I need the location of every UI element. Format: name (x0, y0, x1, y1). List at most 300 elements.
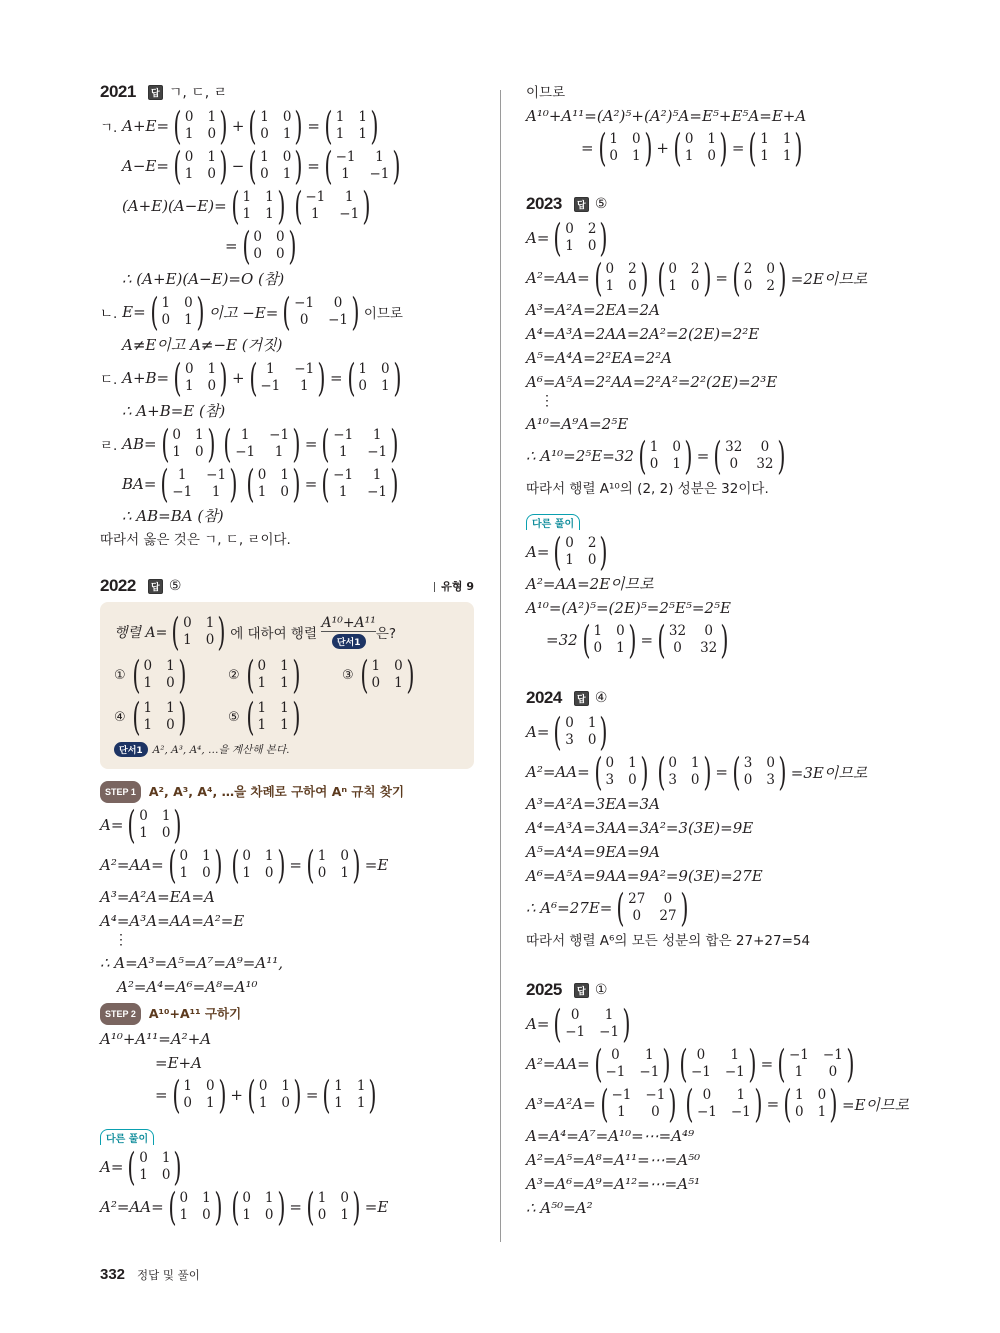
matrix-entry: 0 (743, 772, 753, 788)
left-paren: ( (282, 290, 291, 334)
matrix-entry: 0 (179, 848, 189, 864)
matrix-entries (143, 658, 174, 692)
matrix-entries (333, 427, 387, 461)
matrix-entry: 0 (587, 732, 597, 748)
equation-line (100, 186, 474, 226)
equation-text: ∴ A=A³=A⁵=A⁷=A⁹=A¹¹, (100, 954, 283, 972)
matrix (124, 1145, 185, 1189)
matrix-entry: 1 (609, 131, 618, 147)
matrix-entries (172, 427, 203, 461)
right-paren: ) (392, 356, 402, 400)
matrix-entries (725, 439, 773, 473)
matrix-entry: 1 (257, 717, 267, 733)
matrix-entries (565, 715, 596, 749)
matrix-entries (789, 1047, 843, 1081)
matrix-entry: 0 (242, 1190, 251, 1206)
equation-text: A= (100, 816, 124, 834)
right-paren: ) (317, 356, 326, 400)
matrix-entry: 3 (605, 772, 615, 788)
equation-text: A³=A²A=2EA=2A (526, 301, 660, 319)
choice-4[interactable] (114, 695, 228, 739)
equation-text: 이므로 (363, 306, 403, 322)
equation-text: A⁶=A⁵A=2²AA=2²A²=2²(2E)=2³E (526, 373, 778, 391)
matrix-entry: 1 (645, 1047, 654, 1063)
left-paren: ( (593, 256, 603, 300)
matrix-entry: 0 (616, 623, 625, 639)
right-paren: ) (640, 750, 649, 794)
equation-line (100, 805, 474, 845)
matrix-entry: 0 (184, 361, 194, 377)
matrix-entries (179, 1190, 210, 1224)
matrix-entries (185, 149, 216, 183)
matrix-entries (668, 755, 699, 789)
matrix-entries (336, 149, 390, 183)
matrix-entry: 0 (179, 1190, 189, 1206)
matrix-entry: 1 (690, 755, 700, 771)
matrix-entry: 0 (628, 278, 637, 294)
left-paren: ( (321, 462, 330, 506)
equation-text: A⁴=A³A=AA=A²=E (100, 912, 245, 930)
left-paren: ( (241, 224, 251, 268)
matrix-entry: 1 (258, 1095, 268, 1111)
matrix-entry: 1 (605, 278, 615, 294)
matrix-entry: 0 (257, 658, 267, 674)
equation-text: A+E= (122, 117, 170, 135)
left-paren: ( (732, 256, 741, 300)
equation-text: A⁶=A⁵A=9AA=9A²=9(3E)=27E (526, 867, 763, 885)
choice-number: ① (114, 667, 126, 683)
matrix (319, 1073, 380, 1117)
matrix-entry: 3 (565, 732, 574, 748)
matrix-entry: 0 (672, 439, 681, 455)
equation-line: A²=AA= ( 0 1 −1 −1 ) ( 0 1 −1 −1 ) = ( −1 −1 1 0 ) (526, 1044, 906, 1084)
matrix-entry: 0 (276, 229, 285, 245)
equation-text: A²=A⁴=A⁶=A⁸=A¹⁰ (117, 978, 258, 996)
left-paren: ( (679, 1042, 688, 1086)
left-paren: ( (131, 653, 141, 697)
problem-box (100, 602, 474, 769)
equation-text: =E (364, 1198, 389, 1216)
matrix (129, 695, 190, 739)
matrix-entry: 1 (593, 623, 603, 639)
matrix-entry: 1 (381, 378, 390, 394)
matrix (579, 618, 640, 662)
matrix-entry: 1 (358, 361, 368, 377)
equation-text: =3E이므로 (790, 763, 868, 782)
equation-text: ∴ A⁵⁰=A² (526, 1199, 593, 1217)
right-paren: ) (776, 434, 786, 478)
matrix (357, 653, 418, 697)
matrix-entry: 0 (743, 278, 753, 294)
matrix-entry: 1 (375, 149, 384, 165)
equation-line (526, 218, 906, 258)
matrix-entry: 1 (565, 552, 574, 568)
matrix-entries (565, 221, 596, 255)
equation-line: BA= ( 1 −1 −1 1 ) ( 0 1 1 0 ) = ( −1 1 1 −1 ) (100, 464, 474, 504)
right-paren: ) (829, 1082, 838, 1126)
right-paren: ) (390, 422, 399, 466)
matrix-entry: 1 (242, 189, 252, 205)
matrix-entry: 27 (628, 891, 646, 907)
matrix-entry: 1 (266, 361, 275, 377)
matrix-entries (565, 1007, 619, 1041)
matrix-entry: 0 (139, 1150, 148, 1166)
matrix (318, 422, 401, 466)
matrix-entry: 0 (281, 1095, 291, 1111)
question-expr: A¹⁰+A¹¹ (321, 615, 376, 631)
left-paren: ( (748, 126, 757, 170)
problem-2024-header (526, 688, 906, 708)
matrix-entry: 1 (183, 1078, 192, 1094)
equation-text: A³=A²A=3EA=3A (526, 795, 660, 813)
problem-number: 2024 (526, 688, 562, 707)
choice-2[interactable] (228, 653, 342, 697)
matrix-entry: 0 (280, 484, 289, 500)
matrix (303, 843, 364, 887)
choice-1[interactable] (114, 653, 228, 697)
equation-line (526, 1004, 906, 1044)
matrix-entry: 2 (628, 261, 637, 277)
matrix-entry: 0 (570, 1007, 580, 1023)
equation-line: A²=AA= ( 0 1 3 0 ) ( 0 1 3 0 ) = ( 3 0 0 3 ) =3E이므로 (526, 750, 868, 794)
equation-line (526, 412, 906, 436)
matrix-entry: 2 (743, 261, 753, 277)
left-paren: ( (246, 462, 255, 506)
equation-line: A²=AA= ( 0 2 1 0 ) ( 0 2 1 0 ) = ( 2 0 0 2 ) =2E이므로 (526, 256, 868, 300)
matrix (169, 1073, 230, 1117)
equation-text: =E+A (155, 1054, 202, 1072)
matrix-entry: 0 (828, 1064, 838, 1080)
matrix-entry: 1 (782, 148, 792, 164)
step-title: A², A³, A⁴, …을 차례로 구하여 Aⁿ 규칙 찾기 (148, 784, 405, 799)
matrix-entry: 1 (184, 126, 194, 142)
matrix-entries (139, 1150, 170, 1184)
right-paren: ) (599, 530, 608, 574)
equation-line: ㄷ. A+B= ( 0 1 1 0 ) + ( 1 −1 −1 1 ) = ( 1 0 0 1 ) (100, 358, 474, 398)
right-paren: ) (276, 1185, 286, 1229)
matrix-entry: 1 (242, 1207, 251, 1223)
alt-solution-label: 다른 풀이 (526, 514, 580, 530)
step1-header (100, 779, 474, 805)
equation-line (526, 1148, 906, 1172)
matrix-entry: 1 (341, 166, 350, 182)
matrix-entry: 0 (184, 295, 193, 311)
matrix-entry: 32 (756, 456, 774, 472)
equation-text: A³=A²A= (526, 1095, 596, 1113)
matrix-entry: 1 (334, 1078, 343, 1094)
matrix (170, 144, 231, 188)
answer-text: ⑤ (168, 578, 182, 594)
equation-text: ∴ A⁶=27E= (526, 899, 613, 917)
answer-text: ① (594, 982, 608, 998)
matrix-entry: 1 (257, 700, 267, 716)
matrix-entry: 1 (207, 361, 217, 377)
choice-5[interactable] (228, 695, 342, 739)
matrix-entries (669, 623, 717, 657)
problem-number: 2021 (100, 82, 136, 101)
matrix-entry: 0 (696, 1047, 706, 1063)
matrix-entries (257, 658, 288, 692)
right-paren: ) (287, 224, 297, 268)
matrix (595, 126, 656, 170)
matrix-entry: 1 (260, 149, 269, 165)
matrix-entries (609, 131, 640, 165)
equation-text: A¹⁰=(A²)⁵=(2E)⁵=2⁵E⁵=2⁵E (526, 599, 731, 617)
left-paren: ( (173, 104, 182, 148)
answer-badge-icon: 답 (148, 85, 163, 100)
equation-text: A²=AA= (100, 856, 164, 874)
left-paren: ( (171, 610, 180, 654)
matrix-entry: −1 (333, 427, 354, 443)
matrix-entry: 1 (161, 808, 171, 824)
matrix (654, 618, 732, 662)
matrix-entry: 0 (593, 640, 603, 656)
matrix-entry: 0 (760, 439, 770, 455)
right-paren: ) (294, 144, 303, 188)
matrix-entry: 1 (242, 865, 251, 881)
matrix (550, 530, 611, 574)
matrix-entries (650, 439, 681, 473)
equation-line (526, 816, 906, 840)
equation-line (526, 532, 906, 572)
matrix-entry: 1 (358, 109, 367, 125)
matrix-entry: 1 (242, 206, 252, 222)
matrix (147, 290, 208, 334)
type-tag: 유형 9 (434, 578, 474, 594)
matrix (157, 462, 240, 506)
matrix-entry: 0 (702, 1087, 712, 1103)
equation-text: A= (526, 229, 550, 247)
right-paren: ) (719, 126, 728, 170)
left-paren: ( (322, 1073, 331, 1117)
matrix-entry: 1 (280, 675, 289, 691)
matrix-entry: 1 (649, 439, 659, 455)
left-paren: ( (581, 618, 591, 662)
matrix-entries (697, 1087, 751, 1121)
question-text: 은? (375, 626, 397, 642)
right-paren: ) (219, 144, 228, 188)
matrix (613, 886, 691, 930)
matrix-entry: −1 (690, 1064, 711, 1080)
matrix-entry: 0 (704, 623, 713, 639)
question (114, 612, 460, 652)
matrix-entries (257, 700, 288, 734)
left-paren: ( (553, 216, 562, 260)
matrix-entry: 1 (684, 148, 694, 164)
matrix-entries (242, 1190, 273, 1224)
matrix-entry: 0 (260, 126, 269, 142)
matrix-entry: 0 (673, 640, 682, 656)
right-paren: ) (679, 886, 689, 930)
right-paren: ) (351, 290, 360, 334)
left-paren: ( (248, 356, 258, 400)
left-paren: ( (293, 184, 303, 228)
right-paren: ) (702, 256, 712, 300)
matrix-entry: 2 (587, 535, 597, 551)
right-paren: ) (662, 1042, 671, 1086)
right-paren: ) (219, 356, 228, 400)
left-paren: ( (321, 422, 330, 466)
matrix-entries (260, 149, 291, 183)
right-paren: ) (794, 126, 803, 170)
matrix-entry: −1 (339, 206, 360, 222)
matrix-entry: 1 (282, 166, 292, 182)
matrix-entries (243, 189, 274, 223)
matrix (321, 144, 404, 188)
right-paren: ) (173, 1145, 182, 1189)
matrix-entry: 0 (161, 825, 171, 841)
matrix-entry: 0 (565, 715, 574, 731)
matrix (228, 1185, 289, 1229)
right-paren: ) (846, 1042, 855, 1086)
right-column (526, 82, 910, 1220)
matrix-entry: 0 (394, 658, 403, 674)
matrix-entry: 1 (202, 1190, 211, 1206)
left-paren: ( (248, 104, 257, 148)
matrix-entry: 0 (184, 149, 194, 165)
right-paren: ) (392, 144, 401, 188)
matrix-entry: 1 (334, 1095, 343, 1111)
left-paren: ( (553, 1002, 562, 1046)
matrix-entry: 1 (280, 658, 289, 674)
matrix-entries (795, 1087, 826, 1121)
matrix-entries (612, 1087, 666, 1121)
matrix-entry: 1 (194, 427, 204, 443)
matrix-entries (333, 467, 387, 501)
left-paren: ( (127, 803, 136, 847)
matrix-entry: 1 (604, 1007, 614, 1023)
matrix-entry: 1 (161, 1150, 171, 1166)
matrix-entry: −1 (294, 361, 315, 377)
matrix (228, 184, 289, 228)
equation-line (100, 909, 474, 933)
matrix-entry: 1 (317, 848, 327, 864)
section-label: 정답 및 풀이 (137, 1268, 200, 1282)
right-paren: ) (778, 750, 787, 794)
matrix-entry: 1 (265, 189, 274, 205)
matrix-entries (668, 261, 699, 295)
matrix (591, 256, 652, 300)
matrix-entry: 0 (172, 427, 181, 443)
equation-line (526, 322, 906, 346)
equation-line (526, 572, 906, 596)
right-paren: ) (219, 104, 228, 148)
equation-text: ∴ AB=BA (참) (122, 507, 224, 525)
vertical-ellipsis: ⋮ (540, 393, 554, 409)
right-paren: ) (720, 618, 729, 662)
matrix-entry: 0 (609, 148, 618, 164)
matrix-entries (605, 1047, 659, 1081)
item-label: ㄷ. (100, 372, 118, 388)
matrix-entry: −1 (206, 467, 227, 483)
answer-text: ㄱ, ㄷ, ㄹ (168, 85, 228, 101)
matrix-entries (258, 467, 289, 501)
matrix (321, 104, 382, 148)
equation-line: = ( 1 0 0 1 ) + ( 0 1 1 0 ) = ( 1 1 1 1 ) (100, 1075, 474, 1115)
equation-text: A¹⁰=A⁹A=2⁵E (526, 415, 629, 433)
matrix-entry: 1 (617, 1104, 626, 1120)
left-paren: ( (777, 1042, 786, 1086)
left-paren: ( (248, 144, 257, 188)
matrix-entries (242, 848, 273, 882)
right-paren: ) (178, 653, 187, 697)
matrix (774, 1042, 857, 1086)
choice-3[interactable] (342, 653, 456, 697)
equation-line: ㄹ. AB= ( 0 1 1 0 ) ( 1 −1 −1 1 ) = ( −1 1 1 −1 ) (100, 424, 474, 464)
left-paren: ( (359, 653, 369, 697)
conclusion: 따라서 행렬 A⁶의 모든 성분의 합은 27+27=54 (526, 933, 811, 949)
step-badge: STEP 1 (100, 781, 141, 803)
dansuh-badge: 단서1 (114, 742, 148, 757)
matrix (591, 750, 652, 794)
right-paren: ) (643, 126, 653, 170)
right-paren: ) (352, 843, 361, 887)
matrix-entries (185, 361, 216, 395)
matrix (303, 1185, 364, 1229)
matrix-entries (185, 109, 216, 143)
left-paren: ( (597, 126, 607, 170)
matrix-entry: 1 (143, 717, 153, 733)
problem-2021-header (100, 82, 474, 102)
matrix-entry: −1 (333, 467, 354, 483)
matrix-entry: −1 (328, 312, 348, 328)
left-paren: ( (230, 1185, 239, 1229)
left-paren: ( (231, 184, 240, 228)
matrix (170, 356, 231, 400)
matrix-entry: 1 (565, 238, 574, 254)
right-paren: ) (178, 695, 187, 739)
left-paren: ( (149, 290, 159, 334)
right-paren: ) (214, 1185, 223, 1229)
matrix-entry: 32 (668, 623, 687, 639)
equation-line (526, 792, 906, 816)
matrix-entry: 0 (194, 444, 204, 460)
left-paren: ( (247, 1073, 256, 1117)
left-paren: ( (783, 1082, 792, 1126)
matrix (245, 104, 306, 148)
right-paren: ) (214, 843, 223, 887)
item-label: ㄹ. (100, 438, 118, 454)
left-paren: ( (656, 750, 665, 794)
matrix-entries (143, 700, 174, 734)
right-paren: ) (173, 803, 182, 847)
matrix-entry: 1 (311, 206, 320, 222)
equation-line (100, 398, 474, 424)
matrix-entry: 0 (651, 1104, 660, 1120)
matrix-entry: 1 (338, 444, 348, 460)
equation-text: A+B= (122, 369, 170, 387)
matrix-entry: 1 (184, 166, 194, 182)
matrix-entry: 27 (659, 908, 677, 924)
matrix-entry: 0 (587, 238, 597, 254)
matrix (291, 184, 374, 228)
answer-text: ⑤ (594, 196, 608, 212)
matrix-entries (172, 467, 226, 501)
equation-text: A≠E이고 A≠−E (거짓) (122, 336, 283, 354)
alt-solution-label: 다른 풀이 (100, 1129, 154, 1145)
matrix-entry: 0 (632, 131, 641, 147)
matrix-entry: 1 (139, 1167, 148, 1183)
matrix-entry: 1 (177, 467, 187, 483)
conclusion: 따라서 행렬 A¹⁰의 (2, 2) 성분은 32이다. (526, 481, 769, 497)
matrix-entry: 1 (280, 717, 289, 733)
matrix-entry: 1 (616, 640, 625, 656)
matrix-entry: 0 (795, 1104, 804, 1120)
matrix-entries (179, 848, 210, 882)
equation-text: A= (526, 543, 550, 561)
equation-text: A−E= (122, 157, 169, 175)
matrix-entry: 1 (172, 444, 181, 460)
